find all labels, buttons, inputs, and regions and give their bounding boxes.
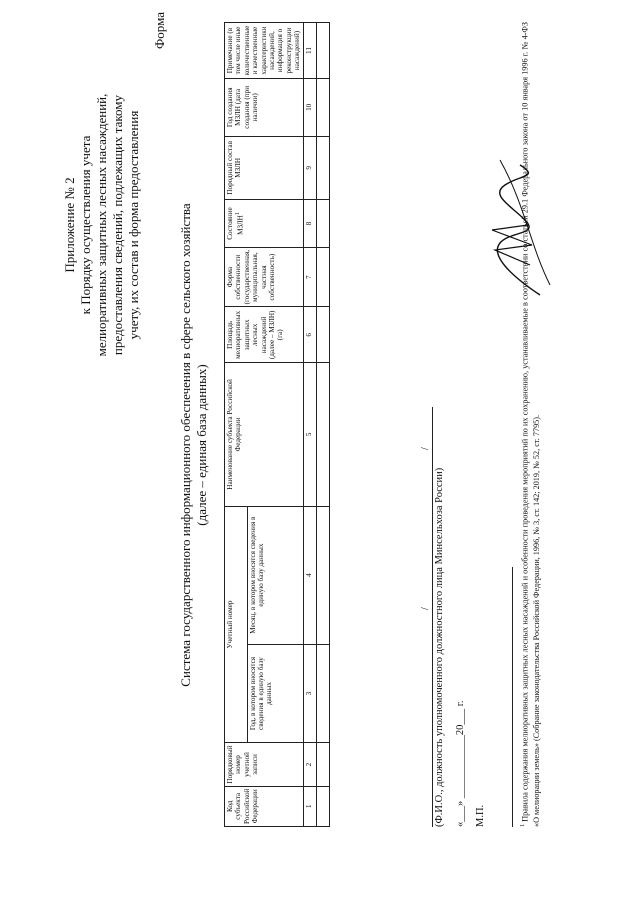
appendix-line-2: мелиоративных защитных лесных насаждений, (94, 93, 109, 357)
appendix-title: Приложение № 2 (62, 177, 77, 273)
footnote-text: Правила содержания мелиоративных защитных лесных насаждений и особенности проведения мероприятий по их сохранению, устанавливаемые в соответствии со статьей 29.1 Федерального закона от 10 января 1996 г. № 4-ФЗ «О мелиорации земель» (Собрание законодательства Российской Федерации, 1996, № 3, ст. 142; 2019, № 52, ст. 7795). (520, 21, 541, 827)
col-number: 1 (303, 786, 316, 826)
footnote (518, 22, 542, 827)
empty-cell (316, 786, 329, 826)
stamp-placeholder: М.П. (475, 804, 486, 827)
signature-separator: / (420, 447, 431, 450)
col-number: 11 (303, 23, 316, 79)
header-region-code: Код субъекта Российской Федерации (225, 786, 304, 826)
empty-cell (316, 363, 329, 506)
col-number: 3 (303, 644, 316, 743)
col-number: 5 (303, 363, 316, 506)
appendix-line-1: к Порядку осуществления учета (78, 135, 93, 315)
empty-cell (316, 79, 329, 137)
header-condition (225, 200, 304, 248)
document-title (178, 65, 210, 825)
header-region-name: Наименование субъекта Российской Федерации (225, 363, 304, 506)
document-title-line-1: Система государственного информационного обеспечения в сфере сельского хозяйства (178, 203, 193, 687)
date-field: «___» ____________20___ г. (455, 700, 466, 827)
signature-line (432, 407, 433, 827)
header-year-entered: Год, в котором вносятся сведения в единую базу данных (247, 644, 303, 743)
col-number: 10 (303, 79, 316, 137)
signature-separator: / (420, 607, 431, 610)
handwritten-signature (470, 155, 560, 305)
appendix-line-4: учету, их состав и форма предоставления (126, 110, 141, 340)
header-species: Породный состав МЗЛН (225, 136, 304, 200)
empty-cell (316, 247, 329, 306)
header-accounting-number: Учетный номер (225, 506, 248, 743)
col-number: 7 (303, 247, 316, 306)
document-title-line-2: (далее – единая база данных) (194, 364, 209, 526)
header-area: Площадь мелиоративных защитных лесных насаждений (далее – МЗЛН) (га) (225, 307, 304, 363)
col-number: 6 (303, 307, 316, 363)
appendix-line-3: предоставления сведений, подлежащих такому (110, 94, 125, 356)
header-condition-text: Состояние МЗЛН (226, 207, 245, 240)
col-number: 2 (303, 743, 316, 786)
header-notes: Примечание (в том числе иные количественные и качественные характеристики насаждений, информация о реконструкции насаждений) (225, 23, 304, 79)
empty-cell (316, 743, 329, 786)
header-ownership: Форма собственности (государственная, муниципальная, частная собственность) (225, 247, 304, 306)
appendix-block (62, 25, 142, 425)
form-label: Форма (152, 12, 167, 49)
footnote-rule (512, 567, 513, 827)
empty-cell (316, 506, 329, 644)
header-record-number: Порядковый номер учетной записи (225, 743, 304, 786)
empty-cell (316, 644, 329, 743)
header-creation-year: Год создания МЗЛН (дата создания (при наличии) (225, 79, 304, 137)
table-row (316, 23, 329, 827)
database-table (224, 22, 330, 827)
table-number-row (303, 23, 316, 827)
footnote-marker: 1 (520, 824, 526, 827)
empty-cell (316, 23, 329, 79)
empty-cell (316, 200, 329, 248)
col-number: 9 (303, 136, 316, 200)
empty-cell (316, 307, 329, 363)
empty-cell (316, 136, 329, 200)
col-number: 4 (303, 506, 316, 644)
footnote-ref: 1 (235, 212, 242, 216)
col-number: 8 (303, 200, 316, 248)
header-month-entered: Месяц, в котором вносятся сведения в единую базу данных (247, 506, 303, 644)
signatory-label: (Ф.И.О., должность уполномоченного должностного лица Минсельхоза России) (434, 467, 445, 827)
